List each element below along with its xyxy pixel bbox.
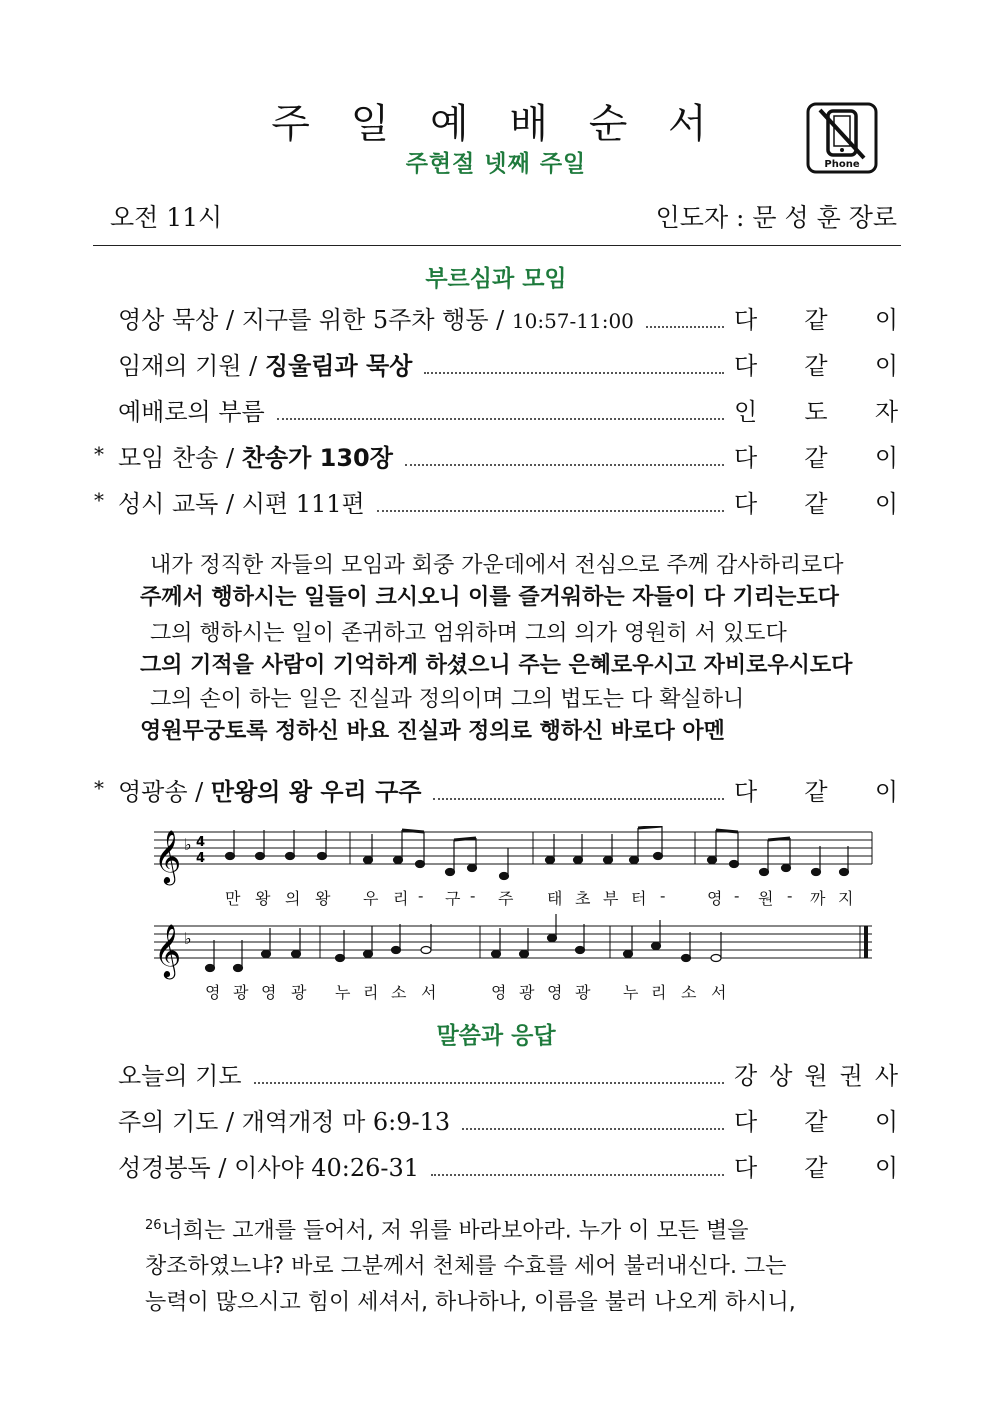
treble-clef-icon: 𝄞 <box>154 829 182 883</box>
lyric-syllable: 소 <box>391 983 409 1002</box>
order-participant <box>734 484 898 519</box>
reading-line: 능력이 많으시고 힘이 세셔서, 하나하나, 이름을 불러 나오게 하시니, <box>145 1290 796 1316</box>
reading-line: 창조하였느냐? 바로 그분께서 천체를 수효를 세어 불러내신다. 그는 <box>145 1254 787 1280</box>
order-item-text: 영상 묵상 / 지구를 위한 5주차 행동 / <box>118 306 512 334</box>
participant-char: 같 <box>804 352 828 380</box>
order-item-bold: 찬송가 130장 <box>241 444 393 472</box>
order-item <box>118 1148 419 1183</box>
reading-text: 너희는 고개를 들어서, 저 위를 바라보아라. 누가 이 모든 별을 <box>161 1218 749 1244</box>
participant-char: 다 <box>734 444 758 472</box>
lyric-syllable: 주 <box>498 889 516 908</box>
order-item-text: 주의 기도 / 개역개정 마 6:9-13 <box>118 1108 451 1136</box>
order-participant <box>734 346 898 381</box>
time-signature: 4 <box>196 835 206 850</box>
lyric-syllable: 광 <box>291 983 309 1002</box>
participant-char: 이 <box>874 444 898 472</box>
order-item-text: 오늘의 기도 <box>118 1062 242 1090</box>
leader-dots <box>462 1128 724 1130</box>
leader-dots <box>277 418 724 420</box>
flat-icon: ♭ <box>184 835 192 854</box>
flat-icon: ♭ <box>184 929 192 948</box>
order-item <box>118 772 421 807</box>
order-item-bold: 징울림과 묵상 <box>264 352 413 380</box>
participant-char: 인 <box>734 398 758 426</box>
lyric-syllable: 리 <box>393 889 411 908</box>
lyric-syllable: 구 <box>445 889 463 908</box>
participant-char: 이 <box>874 1108 898 1136</box>
lyric-syllable: - <box>787 886 795 905</box>
standing-mark: * <box>94 488 104 512</box>
lyric-syllable: 서 <box>421 983 439 1002</box>
lyric-syllable: 의 <box>285 889 303 908</box>
order-row-gloria <box>94 772 898 810</box>
standing-mark: * <box>94 776 104 800</box>
lyric-syllable: 영 <box>707 889 725 908</box>
service-time: 오전 11시 <box>110 203 223 232</box>
order-participant <box>734 392 898 427</box>
lyric-syllable: 원 <box>758 889 776 908</box>
order-row <box>118 300 898 338</box>
order-participant <box>734 772 898 807</box>
leader-dots <box>424 372 724 374</box>
order-item <box>118 1056 242 1091</box>
scripture-reading <box>145 1208 905 1321</box>
participant-char: 같 <box>804 444 828 472</box>
leader-dots <box>646 326 724 328</box>
order-participant <box>734 300 898 335</box>
order-item-text: 임재의 기원 / <box>118 352 265 380</box>
bulletin-subtitle: 주현절 넷째 주일 <box>405 151 587 177</box>
order-item <box>118 300 634 335</box>
order-participant <box>734 1102 898 1137</box>
lyric-syllable: 터 <box>631 889 649 908</box>
lyric-syllable: 광 <box>233 983 251 1002</box>
lyric-syllable: 왕 <box>315 889 333 908</box>
order-row <box>94 438 898 476</box>
lyric-syllable: 만 <box>225 889 243 908</box>
section-title-gathering: 부르심과 모임 <box>425 266 567 292</box>
order-item-time: 10:57-11:00 <box>511 309 634 333</box>
participant-char: 권 <box>839 1062 863 1090</box>
leader-dots <box>377 510 724 512</box>
psalm-line-response: 그의 기적을 사람이 기억하게 하셨으니 주는 은혜로우시고 자비로우시도다 <box>140 653 853 678</box>
order-item <box>118 484 365 519</box>
order-item-text: 예배로의 부름 <box>118 398 265 426</box>
reading-line <box>145 1208 905 1249</box>
participant-char: 같 <box>804 490 828 518</box>
leader-dots <box>254 1082 724 1084</box>
participant-char: 사 <box>874 1062 898 1090</box>
score-lyrics-line2 <box>150 980 880 1004</box>
time-signature: 4 <box>196 851 206 866</box>
lyric-syllable: 왕 <box>255 889 273 908</box>
lyric-syllable: 광 <box>519 983 537 1002</box>
participant-char: 다 <box>734 306 758 334</box>
participant-char: 다 <box>734 778 758 806</box>
lyric-syllable: 태 <box>547 889 565 908</box>
no-phone-icon <box>806 102 878 174</box>
order-item-text: 모임 찬송 / <box>118 444 242 472</box>
order-item <box>118 392 265 427</box>
order-item-text: 영광송 / <box>118 778 211 806</box>
order-item <box>118 1102 450 1137</box>
leader-dots <box>431 1174 724 1176</box>
order-item <box>118 346 412 381</box>
participant-char: 같 <box>804 1154 828 1182</box>
order-row <box>118 1148 898 1186</box>
participant-char: 상 <box>769 1062 793 1090</box>
participant-char: 이 <box>874 306 898 334</box>
lyric-syllable: - <box>660 886 668 905</box>
participant-char: 도 <box>804 398 828 426</box>
notes-line-2 <box>206 914 722 972</box>
bulletin-title: 주 일 예 배 순 서 <box>271 101 721 147</box>
participant-char: 이 <box>874 352 898 380</box>
participant-char: 다 <box>734 490 758 518</box>
standing-mark: * <box>94 442 104 466</box>
order-row <box>94 484 898 522</box>
leader-dots <box>405 464 724 466</box>
lyric-syllable: - <box>470 886 478 905</box>
lyric-syllable: 영 <box>261 983 279 1002</box>
service-leader: 인도자 : 문 성 훈 장로 <box>655 203 897 232</box>
order-row <box>118 346 898 384</box>
notes-line-1 <box>226 826 849 880</box>
order-item-bold: 만왕의 왕 우리 구주 <box>210 778 422 806</box>
participant-char: 이 <box>874 778 898 806</box>
psalm-line-leader: 내가 정직한 자들의 모임과 회중 가운데에서 전심으로 주께 감사하리로다 <box>150 553 844 578</box>
lyric-syllable: 영 <box>547 983 565 1002</box>
participant-char: 같 <box>804 778 828 806</box>
participant-char: 강 <box>734 1062 758 1090</box>
order-item-text: 성경봉독 / 이사야 40:26-31 <box>118 1154 420 1182</box>
music-score <box>150 826 880 1006</box>
psalm-line-response: 주께서 행하시는 일들이 크시오니 이를 즐거워하는 자들이 다 기리는도다 <box>140 585 839 610</box>
lyric-syllable: 초 <box>575 889 593 908</box>
order-row <box>118 392 898 430</box>
lyric-syllable: 리 <box>363 983 381 1002</box>
lyric-syllable: 영 <box>205 983 223 1002</box>
participant-char: 이 <box>874 490 898 518</box>
lyric-syllable: 누 <box>623 983 641 1002</box>
lyric-syllable: 소 <box>681 983 699 1002</box>
lyric-syllable: 광 <box>575 983 593 1002</box>
lyric-syllable: 까 <box>810 889 828 908</box>
participant-char: 다 <box>734 1154 758 1182</box>
order-participant <box>734 1056 898 1091</box>
lyric-syllable: 영 <box>491 983 509 1002</box>
psalm-line-response: 영원무궁토록 정하신 바요 진실과 정의로 행하신 바로다 아멘 <box>140 719 725 744</box>
lyric-syllable: 부 <box>603 889 621 908</box>
psalm-line-leader: 그의 행하시는 일이 존귀하고 엄위하며 그의 의가 영원히 서 있도다 <box>150 621 787 646</box>
lyric-syllable: 지 <box>838 889 856 908</box>
participant-char: 같 <box>804 306 828 334</box>
participant-char: 원 <box>804 1062 828 1090</box>
phone-icon-label: Phone <box>824 159 860 170</box>
verse-number: 26 <box>145 1218 162 1233</box>
participant-char: 자 <box>874 398 898 426</box>
order-item-text: 성시 교독 / 시편 111편 <box>118 490 365 518</box>
lyric-syllable: 우 <box>363 889 381 908</box>
order-participant <box>734 438 898 473</box>
leader-dots <box>433 798 724 800</box>
lyric-syllable: - <box>418 886 426 905</box>
psalm-line-leader: 그의 손이 하는 일은 진실과 정의이며 그의 법도는 다 확실하니 <box>150 687 745 712</box>
lyric-syllable: 서 <box>711 983 729 1002</box>
order-item <box>118 438 393 473</box>
participant-char: 다 <box>734 352 758 380</box>
lyric-syllable: 누 <box>335 983 353 1002</box>
section-title-word: 말씀과 응답 <box>436 1023 556 1049</box>
participant-char: 이 <box>874 1154 898 1182</box>
treble-clef-icon: 𝄞 <box>154 923 182 977</box>
header-divider <box>93 245 901 246</box>
lyric-syllable: 리 <box>651 983 669 1002</box>
order-row <box>118 1102 898 1140</box>
participant-char: 같 <box>804 1108 828 1136</box>
order-row <box>118 1056 898 1094</box>
order-participant <box>734 1148 898 1183</box>
lyric-syllable: - <box>734 886 742 905</box>
score-lyrics-line1 <box>150 886 880 910</box>
participant-char: 다 <box>734 1108 758 1136</box>
